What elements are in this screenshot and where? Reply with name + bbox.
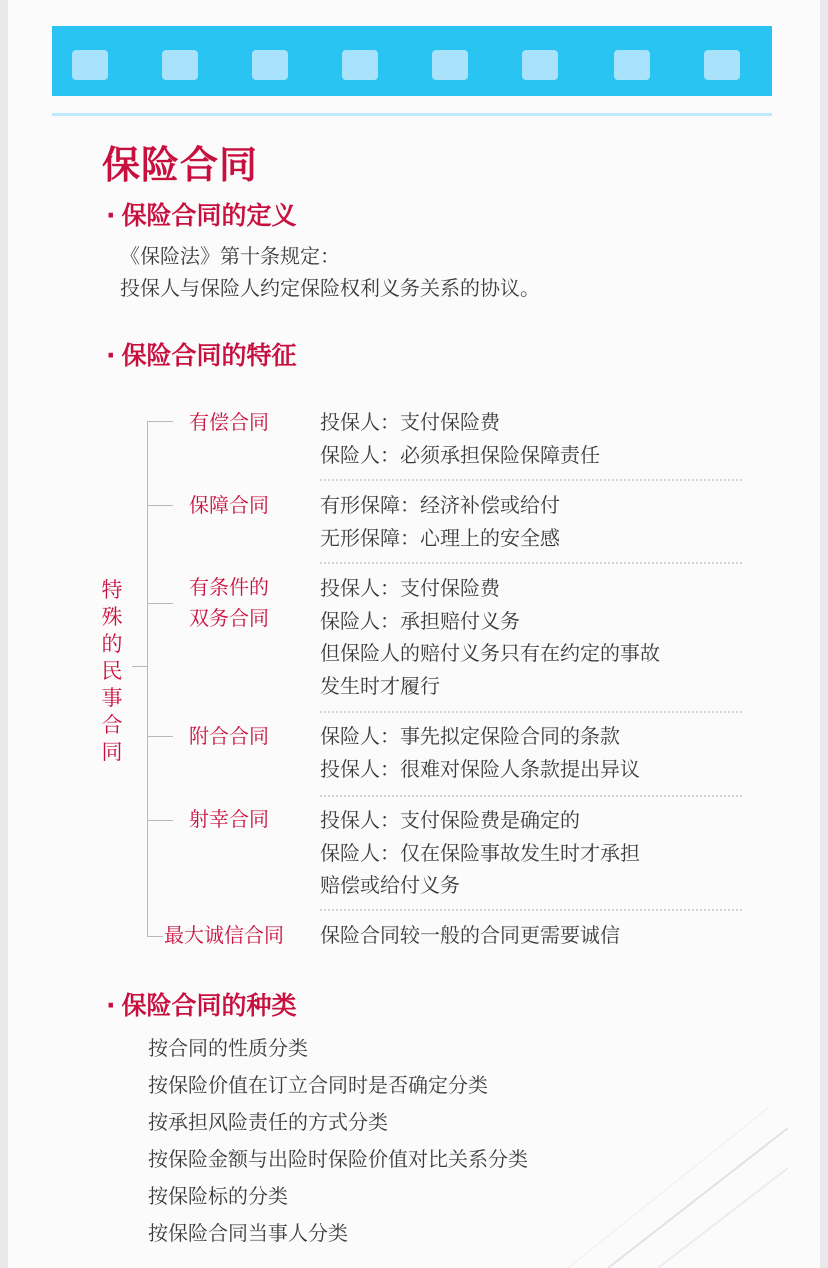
dotted-separator bbox=[320, 795, 742, 797]
page-title: 保险合同 bbox=[102, 143, 259, 187]
list-item: 按承担风险责任的方式分类 bbox=[148, 1110, 388, 1134]
dotted-separator bbox=[320, 562, 742, 564]
bullet-icon: · bbox=[106, 201, 116, 230]
list-item: 按保险金额与出险时保险价值对比关系分类 bbox=[148, 1147, 528, 1171]
bracket-spine bbox=[147, 421, 148, 936]
banner-hole bbox=[432, 50, 468, 80]
feature-desc-line: 保险人：承担赔付义务 bbox=[320, 608, 520, 633]
banner-hole bbox=[252, 50, 288, 80]
list-item: 按保险合同当事人分类 bbox=[148, 1221, 348, 1245]
definition-heading-text: 保险合同的定义 bbox=[121, 201, 297, 230]
features-side-label: 特殊的民事合同 bbox=[101, 578, 123, 764]
feature-desc bbox=[320, 489, 560, 554]
list-item: 按合同的性质分类 bbox=[148, 1036, 308, 1060]
kinds-heading-text: 保险合同的种类 bbox=[121, 991, 297, 1020]
dotted-separator bbox=[320, 909, 742, 911]
bracket-tick bbox=[147, 603, 173, 604]
bracket-tick bbox=[147, 505, 173, 506]
corner-decoration bbox=[568, 1088, 788, 1268]
feature-name: 附合合同 bbox=[189, 724, 269, 748]
feature-desc-line: 保险合同较一般的合同更需要诚信 bbox=[320, 923, 620, 947]
banner-hole bbox=[614, 50, 650, 80]
feature-desc bbox=[320, 804, 640, 902]
bullet-icon: · bbox=[106, 991, 116, 1020]
definition-line: 《保险法》第十条规定： bbox=[120, 244, 340, 268]
feature-desc bbox=[320, 406, 600, 471]
definition-heading bbox=[106, 196, 297, 232]
feature-desc-line: 赔偿或给付义务 bbox=[320, 873, 460, 897]
list-item: 按保险价值在订立合同时是否确定分类 bbox=[148, 1073, 488, 1097]
banner-hole bbox=[522, 50, 558, 80]
feature-name: 射幸合同 bbox=[189, 807, 269, 831]
features-heading bbox=[106, 336, 297, 372]
bracket-stub bbox=[132, 666, 147, 667]
bracket-tick bbox=[147, 936, 163, 937]
dotted-separator bbox=[320, 479, 742, 481]
definition-line: 投保人与保险人约定保险权利义务关系的协议。 bbox=[120, 276, 540, 300]
feature-desc-line: 保险人：事先拟定保险合同的条款 bbox=[320, 724, 620, 748]
kinds-heading bbox=[106, 986, 297, 1022]
feature-name: 最大诚信合同 bbox=[164, 923, 284, 947]
list-item: 按保险标的分类 bbox=[148, 1184, 288, 1208]
feature-desc-line: 保险人：仅在保险事故发生时才承担 bbox=[320, 840, 640, 865]
feature-name bbox=[189, 572, 269, 634]
feature-desc-line: 投保人：支付保险费是确定的 bbox=[320, 808, 580, 832]
feature-desc-line: 投保人：支付保险费 bbox=[320, 410, 500, 434]
feature-desc bbox=[320, 720, 640, 785]
kinds-list bbox=[148, 1030, 528, 1252]
feature-name-line: 有条件的 bbox=[189, 575, 269, 599]
banner-hole bbox=[162, 50, 198, 80]
feature-desc-line: 投保人：支付保险费 bbox=[320, 576, 500, 600]
header-banner bbox=[52, 26, 772, 96]
feature-desc-line: 投保人：很难对保险人条款提出异议 bbox=[320, 756, 640, 781]
feature-name: 保障合同 bbox=[189, 493, 269, 517]
bullet-icon: · bbox=[106, 341, 116, 370]
banner-hole bbox=[342, 50, 378, 80]
banner-hole bbox=[72, 50, 108, 80]
feature-name-line: 双务合同 bbox=[189, 606, 269, 630]
banner-hole bbox=[704, 50, 740, 80]
feature-desc-line: 保险人：必须承担保险保障责任 bbox=[320, 442, 600, 467]
bracket-tick bbox=[147, 736, 173, 737]
feature-desc-line: 有形保障：经济补偿或给付 bbox=[320, 493, 560, 517]
bracket-tick bbox=[147, 421, 173, 422]
banner-stripe bbox=[52, 113, 772, 116]
feature-desc-line: 但保险人的赔付义务只有在约定的事故 bbox=[320, 641, 660, 665]
bracket-tick bbox=[147, 820, 173, 821]
feature-desc-line: 无形保障：心理上的安全感 bbox=[320, 525, 560, 550]
feature-desc bbox=[320, 572, 660, 702]
feature-desc bbox=[320, 919, 620, 952]
dotted-separator bbox=[320, 711, 742, 713]
feature-name: 有偿合同 bbox=[189, 410, 269, 434]
feature-desc-line: 发生时才履行 bbox=[320, 673, 440, 698]
features-heading-text: 保险合同的特征 bbox=[121, 341, 297, 370]
